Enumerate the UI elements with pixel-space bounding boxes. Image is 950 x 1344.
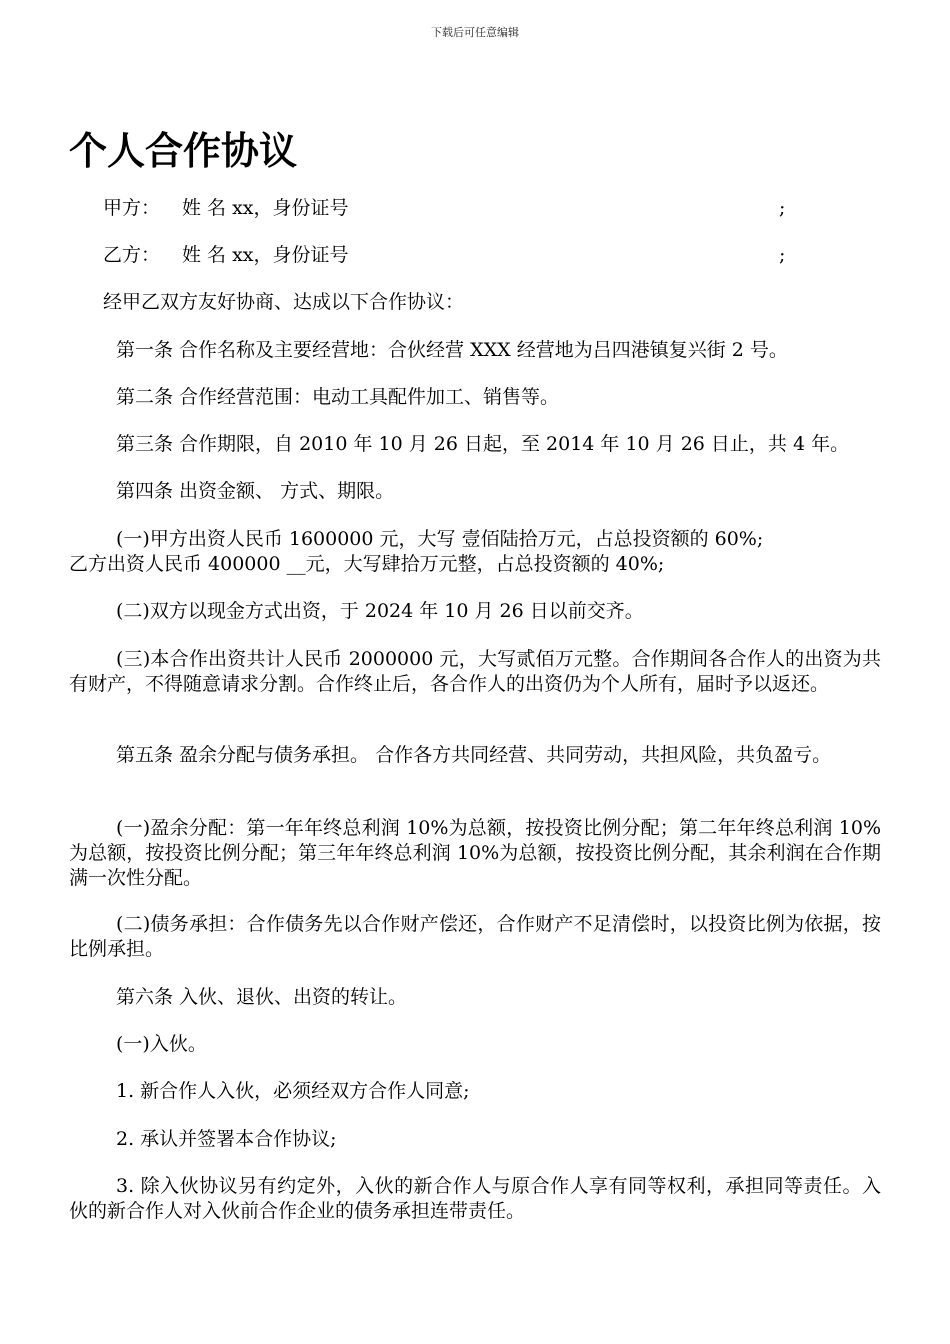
- article-6-clause-1: [69, 1032, 881, 1057]
- article-2: [69, 385, 881, 410]
- article-3-text: 第三条 合作期限，自 2010 年 10 月 26 日起，至 2014 年 10 月 26 日止，共 4 年。: [116, 433, 850, 455]
- party-a-label: 甲方：: [103, 197, 161, 219]
- article-5-clause-2: (二)债务承担：合作债务先以合作财产偿还，合作财产不足清偿时，以投资比例为依据，按比例承担。: [69, 913, 881, 960]
- list-item-2: [69, 1127, 881, 1152]
- article-4-clause-1-line-1: [69, 527, 881, 552]
- list-item-3: 3. 除入伙协议另有约定外，入伙的新合作人与原合作人享有同等权利，承担同等责任。入伙的新合作人对入伙前合作企业的债务承担连带责任。: [69, 1175, 881, 1222]
- party-b-end: ;: [779, 244, 786, 266]
- party-b-label: 乙方：: [103, 244, 161, 266]
- article-6: [69, 985, 881, 1010]
- party-b-text: 姓 名 xx，身份证号: [182, 244, 349, 266]
- list-item-2-text: 2. 承认并签署本合作协议;: [116, 1128, 337, 1150]
- party-a-text: 姓 名 xx，身份证号: [182, 197, 349, 219]
- party-a-end: ;: [779, 197, 786, 219]
- article-4-clause-1-line-1-text: (一)甲方出资人民币 1600000 元，大写 壹佰陆拾万元，占总投资额的 60%;: [116, 528, 764, 550]
- article-5-clause-1: (一)盈余分配：第一年年终总利润 10%为总额，按投资比例分配；第二年年终总利润 10%为总额，按投资比例分配；第三年年终总利润 10%为总额，按投资比例分配，其余利润在合作期满一次性分配。: [69, 817, 881, 889]
- article-4: [69, 479, 881, 504]
- list-item-1-text: 1. 新合作人入伙，必须经双方合作人同意;: [116, 1080, 470, 1102]
- article-4-clause-1-line-2-text: 乙方出资人民币 400000 __元，大写肆拾万元整，占总投资额的 40%;: [69, 553, 665, 575]
- header-note: 下载后可任意编辑: [431, 26, 519, 39]
- article-5: 第五条 盈余分配与债务承担。 合作各方共同经营、共同劳动，共担风险，共负盈亏。: [116, 744, 832, 766]
- document-title: 个人合作协议: [69, 129, 298, 173]
- article-4-clause-3: (三)本合作出资共计人民币 2000000 元，大写贰佰万元整。合作期间各合作人的出资为共有财产，不得随意请求分割。合作终止后，各合作人的出资仍为个人所有，届时予以返还。: [69, 648, 881, 695]
- article-4-clause-2: [69, 599, 881, 624]
- article-4-clause-2-text: (二)双方以现金方式出资，于 2024 年 10 月 26 日以前交齐。: [116, 600, 644, 622]
- article-6-clause-1-text: (一)入伙。: [116, 1033, 207, 1055]
- article-3: [69, 432, 881, 457]
- intro-text: 经甲乙双方友好协商、达成以下合作协议：: [103, 291, 465, 313]
- article-1: [69, 338, 881, 363]
- party-a-line: [69, 196, 881, 221]
- party-b-line: [69, 243, 881, 268]
- article-1-text: 第一条 合作名称及主要经营地：合伙经营 XXX 经营地为吕四港镇复兴街 2 号。: [116, 339, 788, 361]
- article-2-text: 第二条 合作经营范围：电动工具配件加工、销售等。: [116, 386, 560, 408]
- list-item-1: [69, 1079, 881, 1104]
- article-4-text: 第四条 出资金额、 方式、期限。: [116, 480, 395, 502]
- article-4-clause-1-line-2: [69, 552, 881, 577]
- intro-line: [69, 290, 881, 315]
- article-6-text: 第六条 入伙、退伙、出资的转让。: [116, 986, 408, 1008]
